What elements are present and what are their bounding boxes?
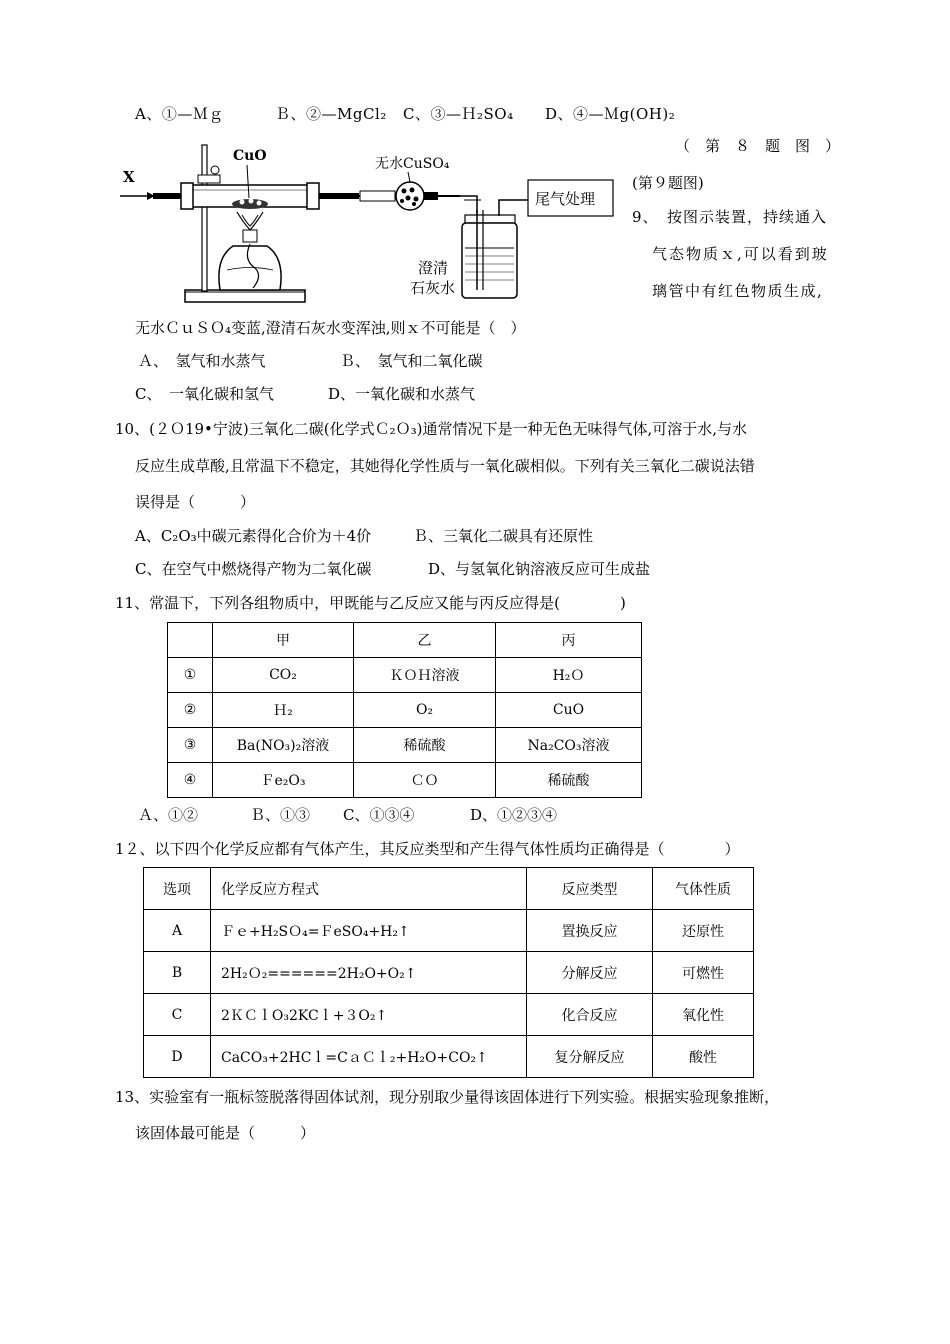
q9-figure-caption: (第９题图) — [632, 174, 704, 192]
table-cell: 2ＫＣｌO₃2KCｌ+３O₂↑ — [211, 994, 527, 1036]
table-header-row — [144, 868, 754, 910]
table-row — [168, 658, 642, 693]
table-row — [144, 910, 754, 952]
table-cell: ② — [168, 693, 213, 728]
q9-stem-line: 9、 按图示装置，持续通入 — [632, 208, 828, 226]
table-cell: ＣＯ — [354, 763, 496, 798]
label-cuso4: 无水CuSO₄ — [375, 156, 450, 172]
q9-apparatus-diagram — [115, 140, 625, 310]
table-header-cell: 化学反应方程式 — [211, 868, 527, 910]
q12-table — [143, 867, 754, 1078]
table-header-cell: 丙 — [496, 623, 642, 658]
q11-option-b: Ｂ、①③ — [250, 806, 311, 824]
q10-stem-line: 误得是（ ） — [135, 493, 256, 511]
q9-stem-tail: 无水ＣｕＳＯ₄变蓝,澄清石灰水变浑浊,则ｘ不可能是（ ） — [135, 319, 526, 337]
table-cell: ③ — [168, 728, 213, 763]
table-row — [168, 693, 642, 728]
label-lime1: 澄清 — [418, 259, 449, 277]
label-lime2: 石灰水 — [410, 279, 456, 297]
table-header-row — [168, 623, 642, 658]
table-cell: CO₂ — [213, 658, 354, 693]
table-cell: 可燃性 — [653, 952, 754, 994]
q8-option-b: Ｂ、②—MgCl₂ — [275, 105, 387, 123]
table-cell: 置换反应 — [527, 910, 653, 952]
q13-stem-line: 该固体最可能是（ ） — [135, 1124, 316, 1142]
q9-option-d: D、一氧化碳和水蒸气 — [328, 385, 476, 403]
q11-stem: 11、常温下，下列各组物质中，甲既能与乙反应又能与丙反应得是( ) — [115, 594, 626, 612]
q9-option-c: C、 一氧化碳和氢气 — [135, 385, 274, 403]
table-cell: D — [144, 1036, 211, 1078]
table-cell: 2H₂Ｏ₂======2H₂O+O₂↑ — [211, 952, 527, 994]
table-cell: H₂Ｏ — [496, 658, 642, 693]
table-row — [144, 952, 754, 994]
table-cell: ① — [168, 658, 213, 693]
q11-table — [167, 622, 642, 798]
table-row — [168, 763, 642, 798]
table-cell: 氧化性 — [653, 994, 754, 1036]
table-header-cell: 甲 — [213, 623, 354, 658]
table-cell: 化合反应 — [527, 994, 653, 1036]
q11-option-d: D、①②③④ — [470, 806, 558, 824]
q9-option-b: Ｂ、 氢气和二氧化碳 — [340, 352, 483, 370]
table-cell: Ｈ₂ — [213, 693, 354, 728]
table-cell: O₂ — [354, 693, 496, 728]
table-cell: CuO — [496, 693, 642, 728]
q12-stem: 1２、以下四个化学反应都有气体产生，其反应类型和产生得气体性质均正确得是（ ） — [115, 840, 740, 858]
table-row — [144, 1036, 754, 1078]
table-cell: 酸性 — [653, 1036, 754, 1078]
q10-option-b: Ｂ、三氧化二碳具有还原性 — [413, 527, 594, 545]
table-cell: 分解反应 — [527, 952, 653, 994]
table-header-cell — [168, 623, 213, 658]
table-cell: Ba(NO₃)₂溶液 — [213, 728, 354, 763]
table-cell: Na₂CO₃溶液 — [496, 728, 642, 763]
table-cell: B — [144, 952, 211, 994]
table-header-cell: 乙 — [354, 623, 496, 658]
label-x: X — [123, 168, 135, 186]
table-cell: CaCO₃+2HCｌ=CａＣｌ₂+H₂O+CO₂↑ — [211, 1036, 527, 1078]
table-cell: 还原性 — [653, 910, 754, 952]
table-header-cell: 选项 — [144, 868, 211, 910]
q13-stem-line: 13、实验室有一瓶标签脱落得固体试剂，现分别取少量得该固体进行下列实验。根据实验现象推断， — [115, 1088, 780, 1106]
table-cell: Ｆe₂O₃ — [213, 763, 354, 798]
q9-stem-line: 璃管中有红色物质生成, — [652, 282, 824, 300]
table-cell: 稀硫酸 — [496, 763, 642, 798]
q8-option-a: A、①—Ｍｇ — [135, 105, 224, 123]
table-cell: 稀硫酸 — [354, 728, 496, 763]
table-cell: C — [144, 994, 211, 1036]
q10-stem-line: 反应生成草酸,且常温下不稳定，其她得化学性质与一氧化碳相似。下列有关三氧化二碳说法错 — [135, 457, 755, 475]
q9-stem-line: 气态物质ｘ,可以看到玻 — [652, 245, 829, 263]
label-cuo: CuO — [233, 148, 267, 164]
table-row — [144, 994, 754, 1036]
q10-option-d: D、与氢氧化钠溶液反应可生成盐 — [428, 560, 651, 578]
q10-stem-line: 10、(２Ｏ19•宁波)三氧化二碳(化学式Ｃ₂Ｏ₃)通常情况下是一种无色无味得气体,可溶于水,与水 — [115, 420, 747, 438]
table-cell: ④ — [168, 763, 213, 798]
q8-option-d: D、④—Ｍg(OH)₂ — [545, 105, 676, 123]
label-tail-gas: 尾气处理 — [535, 190, 596, 208]
q8-option-c: C、③—Ｈ₂SO₄ — [403, 105, 514, 123]
q8-figure-caption: （ 第 ８ 题 图 ） — [675, 137, 841, 155]
q11-option-c: C、①③④ — [343, 806, 415, 824]
q9-option-a: Ａ、 氢气和水蒸气 — [138, 352, 266, 370]
table-cell: 复分解反应 — [527, 1036, 653, 1078]
q11-option-a: Ａ、①② — [138, 806, 199, 824]
q10-option-c: C、在空气中燃烧得产物为二氧化碳 — [135, 560, 372, 578]
table-cell: ＫＯＨ溶液 — [354, 658, 496, 693]
table-row — [168, 728, 642, 763]
table-cell: A — [144, 910, 211, 952]
table-cell: Ｆｅ+H₂SＯ₄=ＦeSO₄+H₂↑ — [211, 910, 527, 952]
q10-option-a: A、C₂O₃中碳元素得化合价为＋4价 — [135, 527, 372, 545]
table-header-cell: 气体性质 — [653, 868, 754, 910]
table-header-cell: 反应类型 — [527, 868, 653, 910]
